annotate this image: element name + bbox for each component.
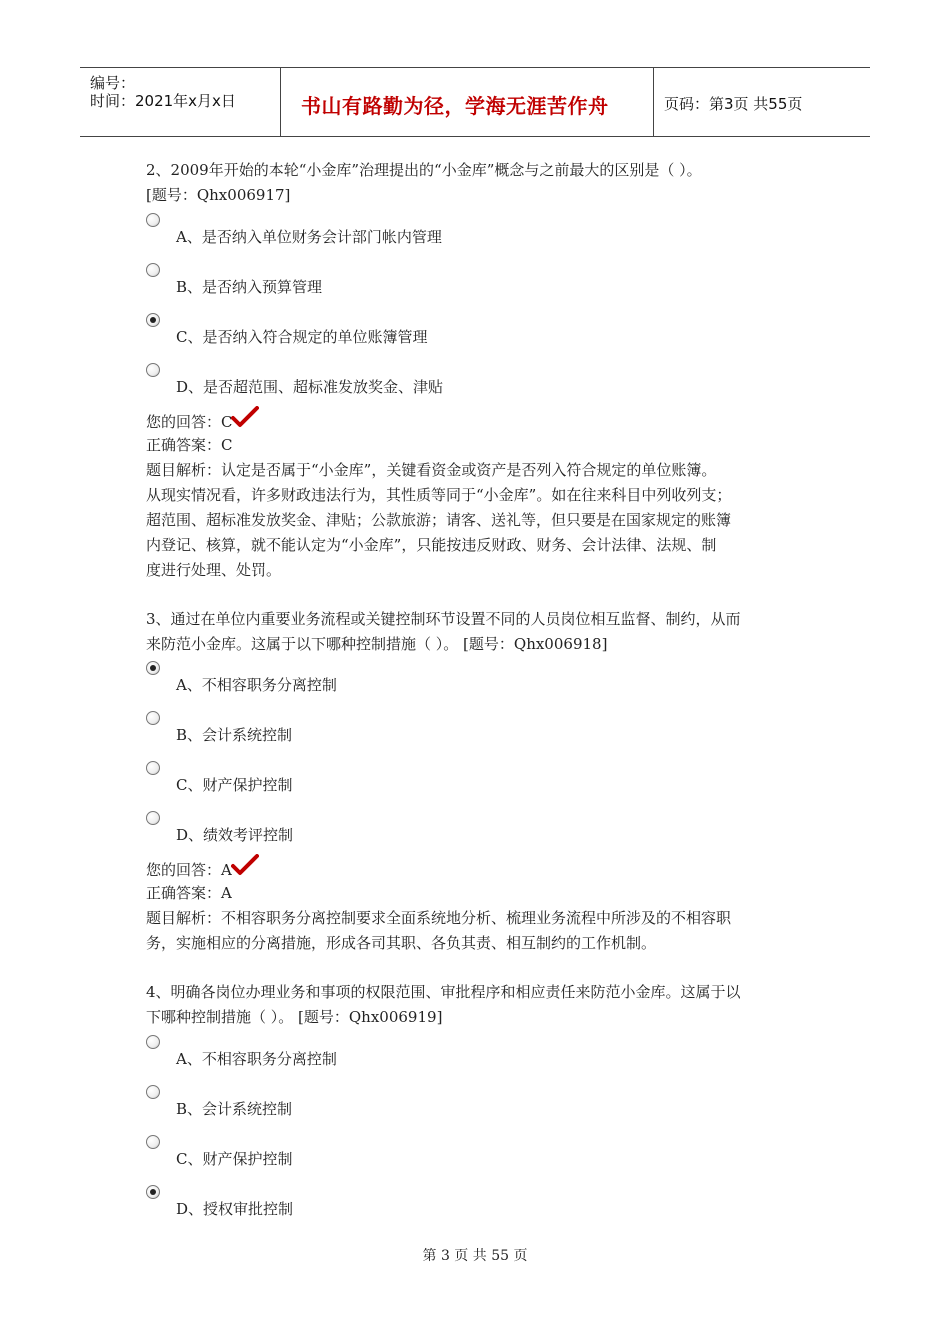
- question-4-line-2: 下哪种控制措施（ ）。 [题号：Qhx006919]: [146, 1008, 443, 1026]
- analysis-q3-line-2: 务，实施相应的分离措施，形成各司其职、各负其责、相互制约的工作机制。: [146, 934, 657, 952]
- option-q2-d: D、是否超范围、超标准发放奖金、津贴: [176, 378, 444, 396]
- radio-q2-c-selected[interactable]: [146, 313, 160, 327]
- radio-q4-c[interactable]: [146, 1135, 160, 1149]
- correct-answer-q3: 正确答案：A: [146, 884, 232, 902]
- option-q3-b: B、会计系统控制: [176, 726, 293, 744]
- analysis-q2-line-4: 内登记、核算，就不能认定为“小金库”，只能按违反财政、财务、会计法律、法规、制: [146, 536, 717, 554]
- question-4-line-1: 4、明确各岗位办理业务和事项的权限范围、审批程序和相应责任来防范小金库。这属于以: [146, 983, 741, 1001]
- analysis-q2-line-2: 从现实情况看，许多财政违法行为，其性质等同于“小金库”。如在往来科目中列收列支；: [146, 486, 732, 504]
- page-code: 页码：第3页 共55页: [664, 95, 803, 113]
- page-footer: 第 3 页 共 55 页: [422, 1248, 528, 1264]
- analysis-q2-line-3: 超范围、超标准发放奖金、津贴；公款旅游；请客、送礼等，但只要是在国家规定的账簿: [146, 511, 732, 529]
- header-motto-cell: [281, 68, 654, 136]
- question-3-line-1: 3、通过在单位内重要业务流程或关键控制环节设置不同的人员岗位相互监督、制约，从而: [146, 610, 741, 628]
- date-label: 时间：2021年x月x日: [90, 92, 236, 110]
- radio-q4-d-selected[interactable]: [146, 1185, 160, 1199]
- radio-q3-c[interactable]: [146, 761, 160, 775]
- check-icon: [231, 854, 259, 876]
- check-icon: [231, 406, 259, 428]
- option-q4-a: A、不相容职务分离控制: [176, 1050, 337, 1068]
- option-q2-a: A、是否纳入单位财务会计部门帐内管理: [176, 228, 442, 246]
- your-answer-q3: 您的回答：A: [146, 861, 232, 879]
- radio-q4-b[interactable]: [146, 1085, 160, 1099]
- correct-answer-q2: 正确答案：C: [146, 436, 233, 454]
- analysis-q3-line-1: 题目解析：不相容职务分离控制要求全面系统地分析、梳理业务流程中所涉及的不相容职: [146, 909, 732, 927]
- option-q4-d: D、授权审批控制: [176, 1200, 294, 1218]
- option-q4-b: B、会计系统控制: [176, 1100, 293, 1118]
- option-q3-d: D、绩效考评控制: [176, 826, 294, 844]
- analysis-q2-line-5: 度进行处理、处罚。: [146, 561, 282, 579]
- radio-q3-d[interactable]: [146, 811, 160, 825]
- option-q3-c: C、财产保护控制: [176, 776, 293, 794]
- option-q2-c: C、是否纳入符合规定的单位账簿管理: [176, 328, 428, 346]
- header-meta-cell: [80, 68, 281, 136]
- option-q4-c: C、财产保护控制: [176, 1150, 293, 1168]
- document-header: [80, 67, 870, 137]
- your-answer-q2: 您的回答：C: [146, 413, 233, 431]
- radio-q3-b[interactable]: [146, 711, 160, 725]
- option-q3-a: A、不相容职务分离控制: [176, 676, 337, 694]
- question-3-line-2: 来防范小金库。这属于以下哪种控制措施（ ）。 [题号：Qhx006918]: [146, 635, 608, 653]
- header-page-cell: [654, 68, 870, 136]
- radio-q2-b[interactable]: [146, 263, 160, 277]
- option-q2-b: B、是否纳入预算管理: [176, 278, 323, 296]
- question-2-line-2: [题号：Qhx006917]: [146, 186, 291, 204]
- motto: 书山有路勤为径，学海无涯苦作舟: [301, 94, 609, 118]
- radio-q4-a[interactable]: [146, 1035, 160, 1049]
- radio-q3-a-selected[interactable]: [146, 661, 160, 675]
- radio-q2-d[interactable]: [146, 363, 160, 377]
- question-2-line-1: 2、2009年开始的本轮“小金库”治理提出的“小金库”概念与之前最大的区别是（ ）。: [146, 161, 702, 179]
- radio-q2-a[interactable]: [146, 213, 160, 227]
- analysis-q2-line-1: 题目解析：认定是否属于“小金库”，关键看资金或资产是否列入符合规定的单位账簿。: [146, 461, 717, 479]
- number-label: 编号：: [90, 74, 136, 92]
